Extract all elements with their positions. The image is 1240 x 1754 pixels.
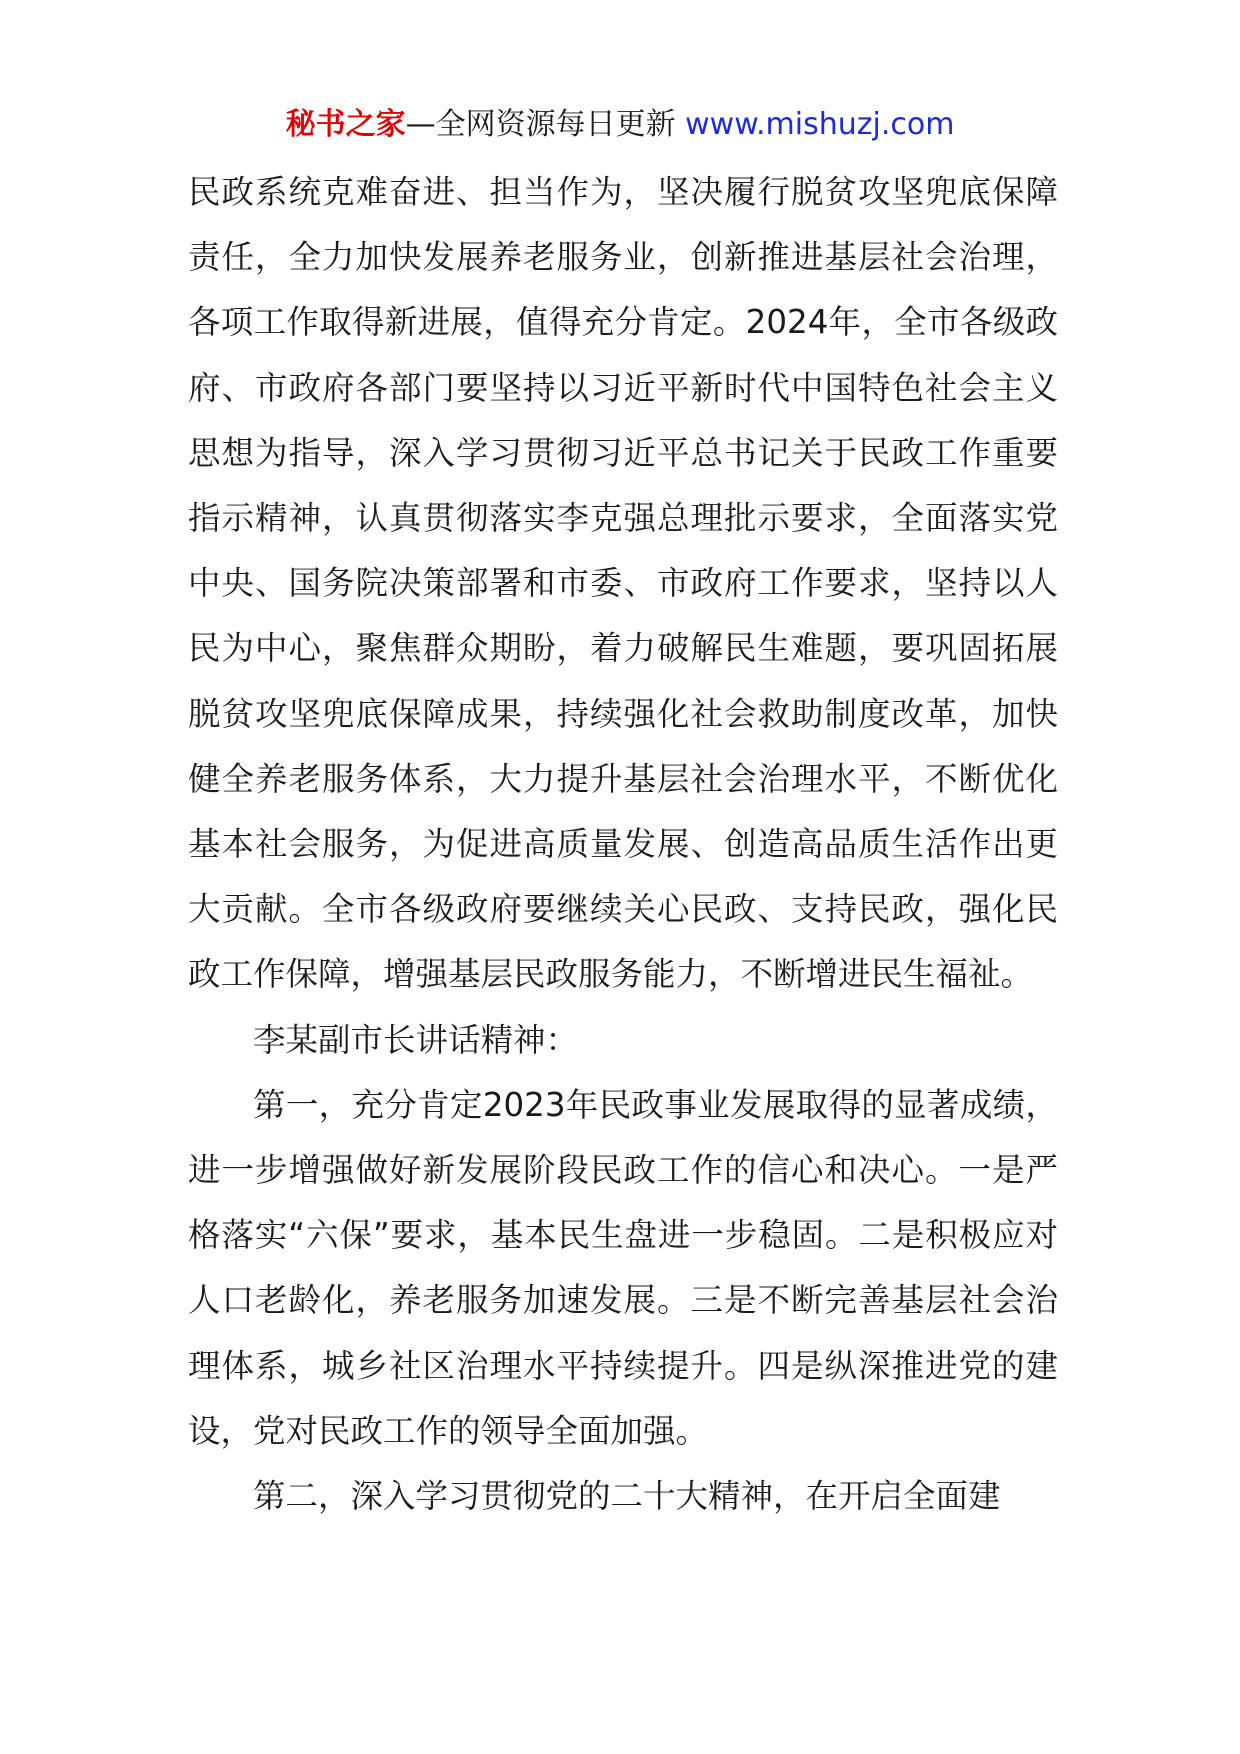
document-body <box>188 160 1058 1529</box>
website-link[interactable]: www.mishuzj.com <box>685 107 955 142</box>
paragraph-2: 李某副市长讲话精神： <box>253 1020 579 1059</box>
brand-name: 秘书之家 <box>285 107 406 142</box>
page-header <box>0 103 1240 147</box>
paragraph-3: 第一，充分肯定2023年民政事业发展取得的显著成绩，进一步增强做好新发展阶段民政工作的信心和决心。一是严格落实“六保”要求，基本民生盘进一步稳固。二是积极应对人口老龄化，养老服务加速发展。三是不断完善基层社会治理体系，城乡社区治理水平持续提升。四是纵深推进党的建设，党对民政工作的领导全面加强。 <box>188 1085 1058 1450</box>
paragraph-4: 第二，深入学习贯彻党的二十大精神，在开启全面建 <box>253 1477 1001 1516</box>
header-tagline: —全网资源每日更新 <box>405 107 686 142</box>
paragraph-1: 民政系统克难奋进、担当作为，坚决履行脱贫攻坚兜底保障责任，全力加快发展养老服务业，创新推进基层社会治理，各项工作取得新进展，值得充分肯定。2024年，全市各级政府、市政府各部门要坚持以习近平新时代中国特色社会主义思想为指导，深入学习贯彻习近平总书记关于民政工作重要指示精神，认真贯彻落实李克强总理批示要求，全面落实党中央、国务院决策部署和市委、市政府工作要求，坚持以人民为中心，聚焦群众期盼，着力破解民生难题，要巩固拓展脱贫攻坚兜底保障成果，持续强化社会救助制度改革，加快健全养老服务体系，大力提升基层社会治理水平，不断优化基本社会服务，为促进高质量发展、创造高品质生活作出更大贡献。全市各级政府要继续关心民政、支持民政，强化民政工作保障，增强基层民政服务能力，不断增进民生福祉。 <box>188 173 1058 994</box>
